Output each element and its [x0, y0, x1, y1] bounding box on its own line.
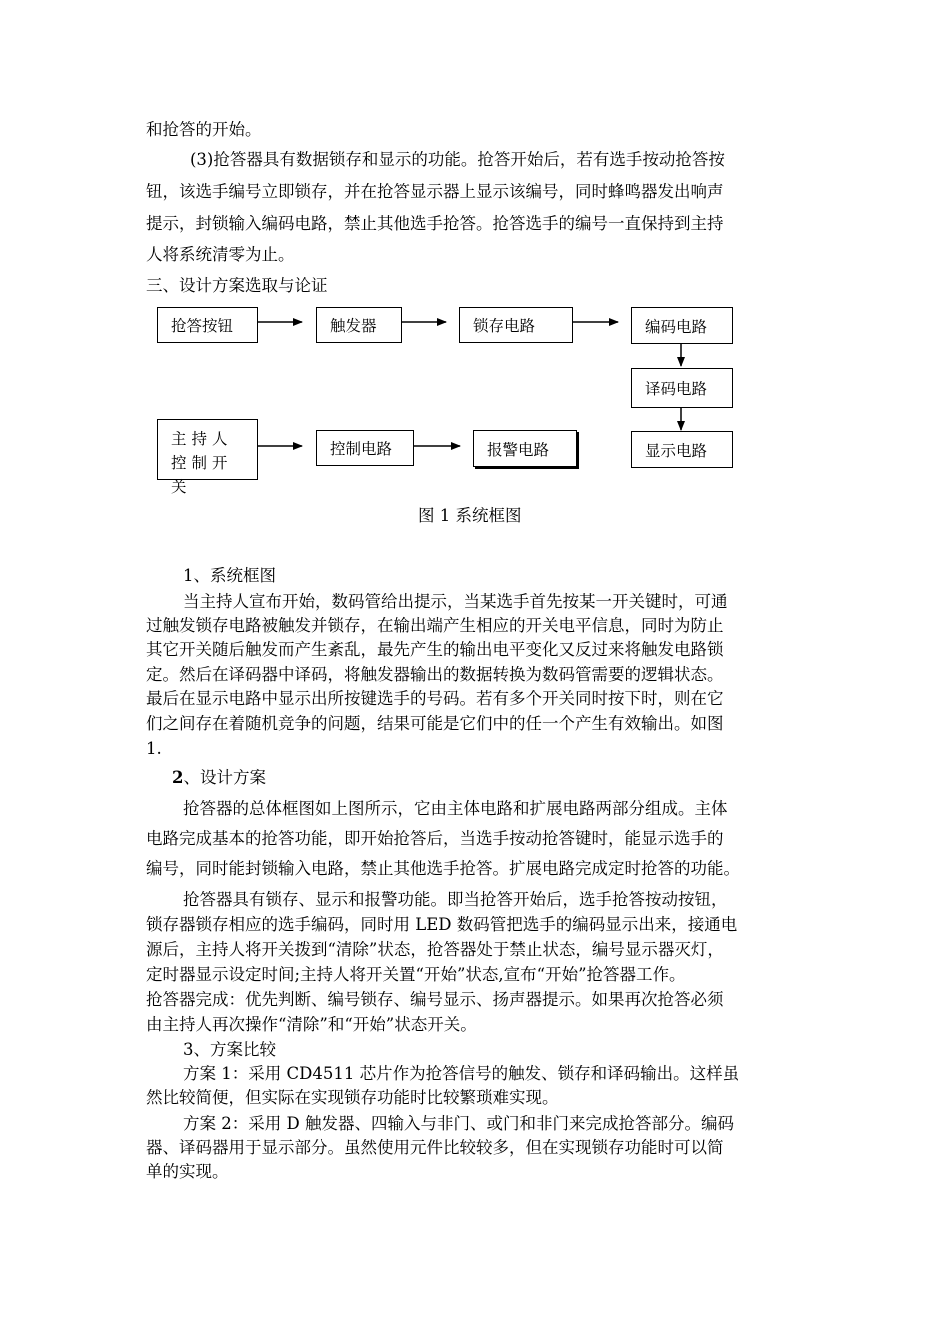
subheading-2-text: 、设计方案 [183, 768, 266, 787]
text-line: 源后，主持人将开关拨到“清除”状态，抢答器处于禁止状态，编号显示器灭灯， [146, 940, 724, 959]
text-line: 人将系统清零为止。 [146, 245, 295, 264]
text-line: 1. [146, 739, 162, 758]
text-line: 器、译码器用于显示部分。虽然使用元件比较较多，但在实现锁存功能时可以简 [146, 1138, 724, 1157]
subheading-3: 3、方案比较 [183, 1040, 276, 1059]
text-line: 当主持人宣布开始，数码管给出提示，当某选手首先按某一开关键时，可通 [183, 592, 728, 611]
text-line: 和抢答的开始。 [146, 120, 262, 139]
box-encoder-circuit: 编码电路 [631, 307, 733, 344]
text-line: 过触发锁存电路被触发并锁存，在输出端产生相应的开关电平信息，同时为防止 [146, 616, 724, 635]
text-line: 定。然后在译码器中译码，将触发器输出的数据转换为数码管需要的逻辑状态。 [146, 665, 724, 684]
text-line: 抢答器完成：优先判断、编号锁存、编号显示、扬声器提示。如果再次抢答必须 [146, 990, 724, 1009]
text-line: 方案 2：采用 D 触发器、四输入与非门、或门和非门来完成抢答部分。编码 [183, 1114, 734, 1133]
text-line: 其它开关随后触发而产生紊乱，最先产生的输出电平变化又反过来将触发电路锁 [146, 640, 724, 659]
text-line: 们之间存在着随机竞争的问题，结果可能是它们中的任一个产生有效输出。如图 [146, 714, 724, 733]
text-line: 提示，封锁输入编码电路，禁止其他选手抢答。抢答选手的编号一直保持到主持 [146, 214, 724, 233]
box-host-control-switch: 主持人控制开关 [157, 419, 258, 480]
box-latch-circuit: 锁存电路 [459, 307, 573, 343]
text-line: 最后在显示电路中显示出所按键选手的号码。若有多个开关同时按下时，则在它 [146, 689, 724, 708]
section-heading: 三、设计方案选取与论证 [146, 276, 328, 295]
box-answer-button: 抢答按钮 [157, 307, 258, 343]
text-line: 然比较简便，但实际在实现锁存功能时比较繁琐难实现。 [146, 1088, 559, 1107]
subheading-2 [172, 768, 266, 788]
text-line: 方案 1：采用 CD4511 芯片作为抢答信号的触发、锁存和译码输出。这样虽 [183, 1064, 740, 1083]
text-line: 锁存器锁存相应的选手编码，同时用 LED 数码管把选手的编码显示出来，接通电 [146, 915, 738, 934]
figure-caption: 图 1 系统框图 [418, 506, 522, 525]
box-display-circuit: 显示电路 [631, 431, 733, 468]
text-line: 定时器显示设定时间;主持人将开关置“开始”状态,宣布“开始”抢答器工作。 [146, 965, 686, 984]
box-control-circuit: 控制电路 [316, 430, 414, 466]
text-line: (3)抢答器具有数据锁存和显示的功能。抢答开始后，若有选手按动抢答按 [190, 150, 725, 169]
text-line: 电路完成基本的抢答功能，即开始抢答后，当选手按动抢答键时，能显示选手的 [146, 829, 724, 848]
box-alarm-circuit: 报警电路 [473, 430, 577, 467]
subheading-1: 1、系统框图 [183, 566, 276, 585]
text-line: 抢答器具有锁存、显示和报警功能。即当抢答开始后，选手抢答按动按钮， [183, 890, 728, 909]
text-line: 编号，同时能封锁输入电路，禁止其他选手抢答。扩展电路完成定时抢答的功能。 [146, 859, 740, 878]
box-decoder-circuit: 译码电路 [631, 368, 733, 408]
text-line: 钮，该选手编号立即锁存，并在抢答显示器上显示该编号，同时蜂鸣器发出响声 [146, 182, 724, 201]
subheading-2-number: 2 [172, 768, 184, 787]
text-line: 由主持人再次操作“清除”和“开始”状态开关。 [146, 1015, 477, 1034]
text-line: 单的实现。 [146, 1162, 229, 1181]
box-trigger: 触发器 [316, 307, 402, 343]
text-line: 抢答器的总体框图如上图所示，它由主体电路和扩展电路两部分组成。主体 [183, 799, 728, 818]
